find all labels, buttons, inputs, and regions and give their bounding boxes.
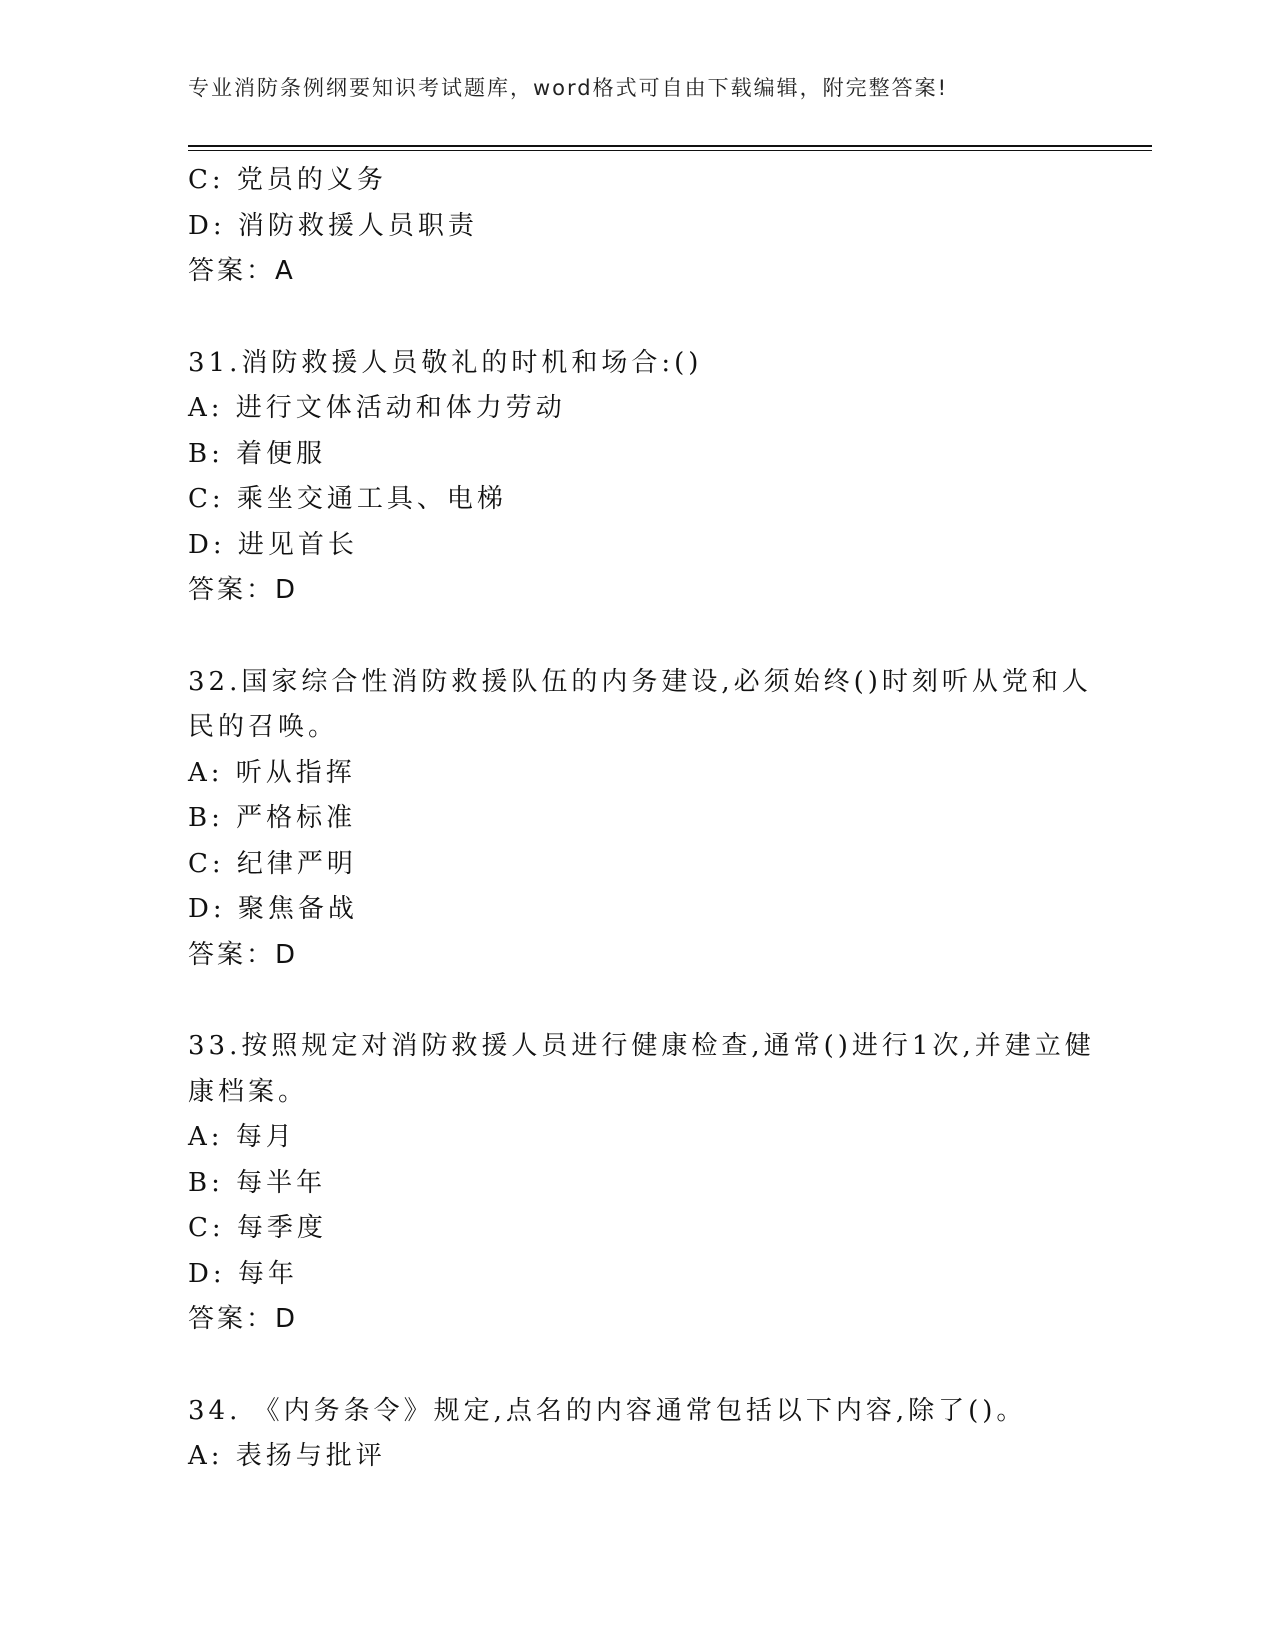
- answer-line: 答案：A: [188, 256, 296, 286]
- header-rule-thin: [188, 150, 1152, 151]
- question-line: C: 纪律严明: [188, 848, 357, 879]
- question-line: 民的召唤。: [188, 712, 339, 742]
- question-block: [188, 158, 1088, 341]
- question-line: D: 聚焦备战: [188, 894, 358, 924]
- question-line: 33.按照规定对消防救援人员进行健康检查,通常()进行1次,并建立健: [188, 1031, 1095, 1061]
- question-line: 34. 《内务条令》规定,点名的内容通常包括以下内容,除了()。: [188, 1395, 1027, 1426]
- question-line: 31.消防救援人员敬礼的时机和场合:(): [188, 347, 703, 378]
- answer-line: 答案：D: [188, 1304, 299, 1334]
- question-line: A: 每月: [188, 1122, 296, 1152]
- question-line: C: 每季度: [188, 1213, 327, 1243]
- question-line: D: 消防救援人员职责: [188, 210, 478, 241]
- answer-line: 答案：D: [188, 939, 299, 970]
- block-spacer: [188, 978, 1088, 1024]
- question-block: [188, 660, 1092, 1025]
- question-line: A: 听从指挥: [188, 757, 356, 788]
- block-spacer: [188, 614, 1088, 660]
- answer-line: 答案：D: [188, 575, 299, 605]
- question-line: C: 乘坐交通工具、电梯: [188, 484, 507, 514]
- question-line: B: 每半年: [188, 1167, 327, 1198]
- question-line: 康档案。: [188, 1076, 309, 1107]
- question-line: A: 表扬与批评: [188, 1441, 386, 1471]
- question-line: D: 每年: [188, 1258, 298, 1289]
- block-spacer: [188, 295, 1088, 341]
- header-rule-thick: [188, 145, 1152, 147]
- question-block: [188, 341, 1088, 660]
- question-block: [188, 1024, 1095, 1389]
- question-content: [188, 158, 1095, 1480]
- page-header: 专业消防条例纲要知识考试题库，word格式可自由下载编辑，附完整答案!: [188, 76, 949, 100]
- question-line: B: 着便服: [188, 438, 327, 469]
- question-line: 32.国家综合性消防救援队伍的内务建设,必须始终()时刻听从党和人: [188, 666, 1092, 697]
- question-block: [188, 1389, 1088, 1480]
- block-spacer: [188, 1343, 1088, 1389]
- question-line: D: 进见首长: [188, 529, 358, 560]
- question-line: B: 严格标准: [188, 803, 357, 833]
- question-line: A: 进行文体活动和体力劳动: [188, 393, 566, 423]
- question-line: C: 党员的义务: [188, 165, 387, 195]
